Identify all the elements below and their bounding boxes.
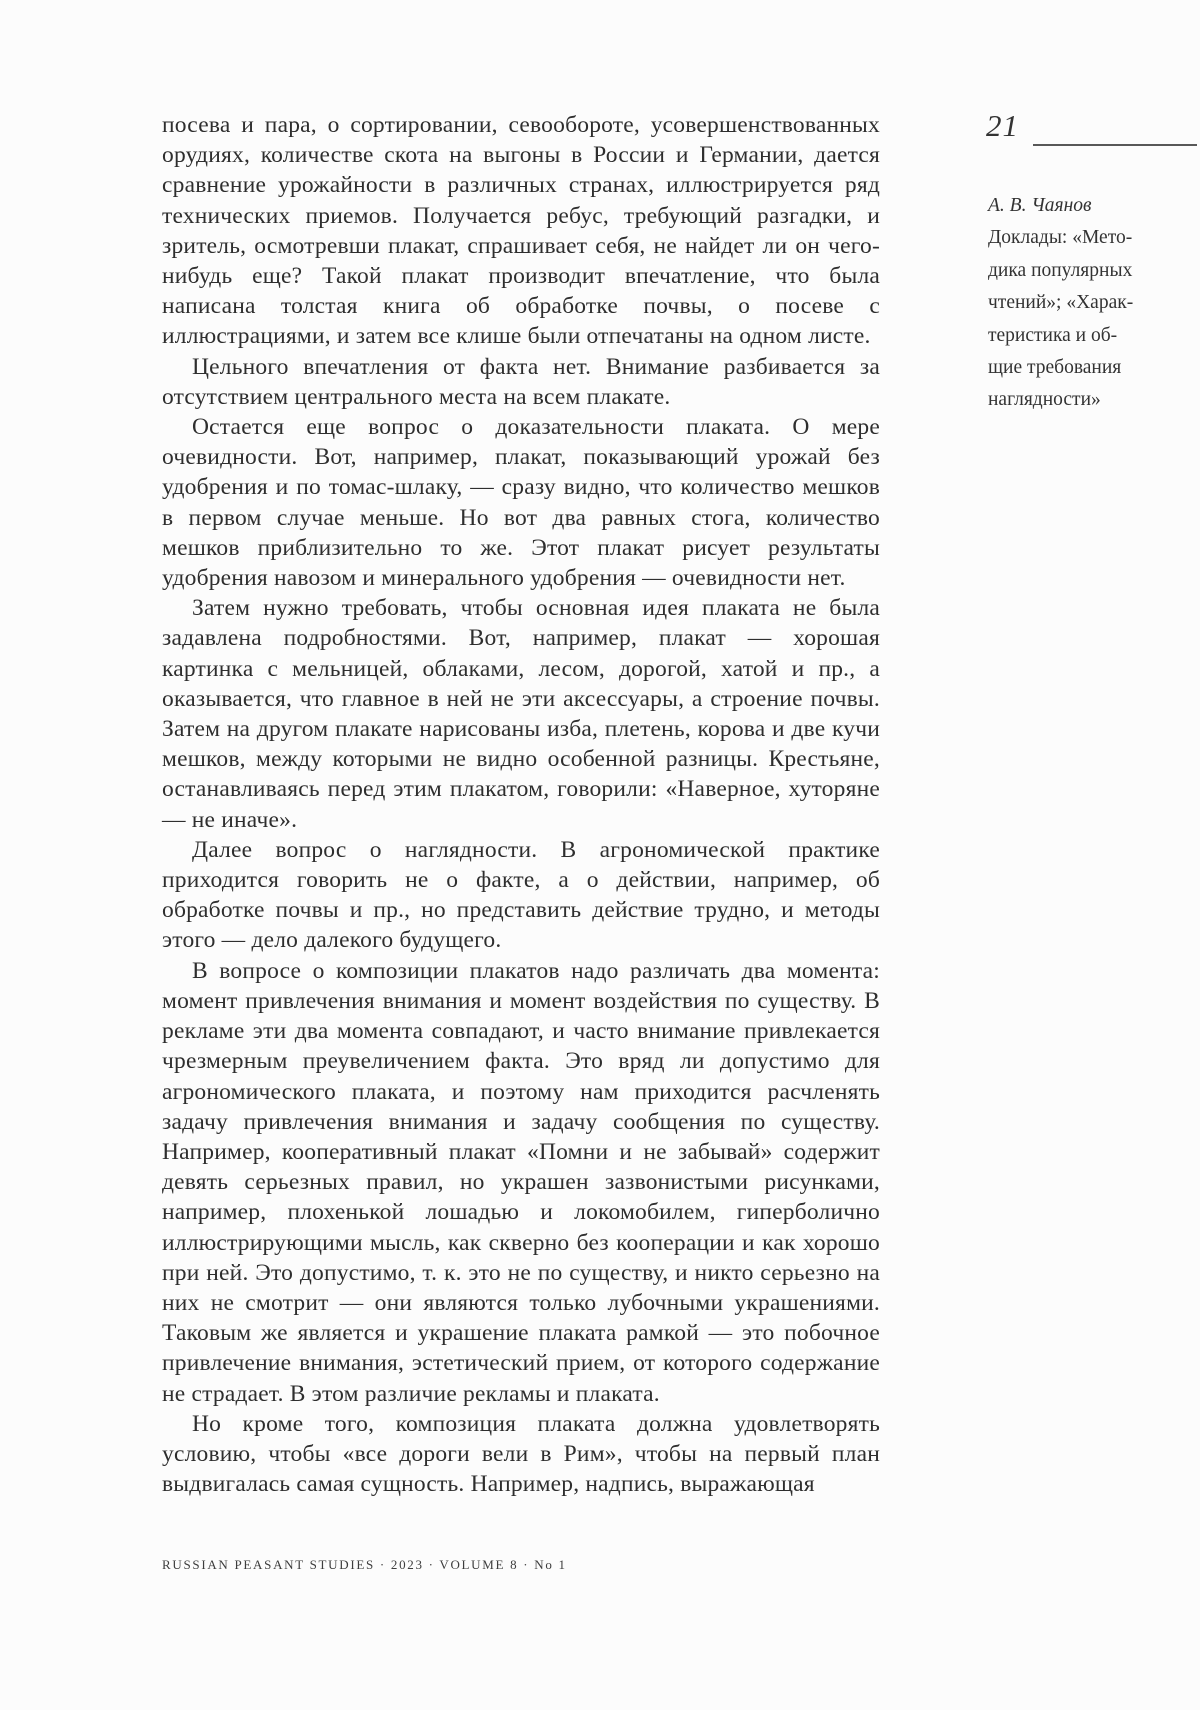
footer-journal-line: RUSSIAN PEASANT STUDIES · 2023 · VOLUME 8 · No 1 <box>162 1557 567 1572</box>
paragraph: Далее вопрос о наглядности. В агрономической практике приходится говорить не о факте, а о действии, например, об обработке почвы и пр., но представить действие трудно, и методы этого — дело далекого будущего. <box>162 836 880 954</box>
margin-note-author: А. В. Чаянов <box>988 195 1092 216</box>
margin-note-line: теристика и об- <box>988 324 1118 346</box>
header-rule <box>1033 144 1197 146</box>
margin-note <box>988 190 1168 417</box>
margin-note-line: дика популярных <box>988 259 1133 281</box>
paragraph: Но кроме того, композиция плаката должна удовлетворять условию, чтобы «все дороги вели в Рим», чтобы на первый план выдвигалась самая сущность. Например, надпись, выражающая <box>162 1410 880 1498</box>
margin-note-line: чтений»; «Харак- <box>988 292 1134 314</box>
page-number: 21 <box>986 108 1019 143</box>
paragraph: В вопросе о композиции плакатов надо различать два момента: момент привлечения внимания и момент воздействия по существу. В рекламе эти два момента совпадают, и часто внимание привлекается чрезмерным преувеличением факта. Это вряд ли допустимо для агрономического плаката, и поэтому нам приходится расчленять задачу привлечения внимания и задачу сообщения по существу. Например, кооперативный плакат «Помни и не забывай» содержит девять серьезных правил, но украшен зазвонистыми рисунками, например, плохенькой лошадью и локомобилем, гиперболично иллюстрирующими мысль, как скверно без кооперации и как хорошо при ней. Это допустимо, т. к. это не по существу, и никто серьезно на них не смотрит — они являются только лубочными украшениями. Таковым же является и украшение плаката рамкой — это побочное привлечение внимания, эстетический прием, от которого содержание не страдает. В этом различие рекламы и плаката. <box>162 957 880 1407</box>
margin-note-line: щие требования <box>988 357 1122 379</box>
margin-note-line: наглядности» <box>988 389 1101 411</box>
paragraph: Затем нужно требовать, чтобы основная идея плаката не была задавлена подробностями. Вот, например, плакат — хорошая картинка с мельницей, облаками, лесом, дорогой, хатой и пр., а оказывается, что главное в ней не эти аксессуары, а строение почвы. Затем на другом плакате нарисованы изба, плетень, корова и две кучи мешков, между которыми не видно особенной разницы. Крестьяне, останавливаясь перед этим плакатом, говорили: «Наверное, хуторяне — не иначе». <box>162 595 880 833</box>
paragraph: Остается еще вопрос о доказательности плаката. О мере очевидности. Вот, например, плакат, показывающий урожай без удобрения и по томас-шлаку, — сразу видно, что количество мешков в первом случае меньше. Но вот два равных стога, количество мешков приблизительно то же. Этот плакат рисует результаты удобрения навозом и минерального удобрения — очевидности нет. <box>162 414 880 592</box>
margin-note-line: Доклады: «Мето- <box>988 227 1133 249</box>
main-text-column <box>162 110 880 1499</box>
paragraph: Цельного впечатления от факта нет. Внимание разбивается за отсутствием центрального места на всем плакате. <box>162 353 880 410</box>
paragraph: посева и пара, о сортировании, севообороте, усовершенствованных орудиях, количестве скота на выгоны в России и Германии, дается сравнение урожайности в различных странах, иллюстрируется ряд технических приемов. Получается ребус, требующий разгадки, и зритель, осмотревши плакат, спрашивает себя, не найдет ли он чего-нибудь еще? Такой плакат производит впечатление, что была написана толстая книга об обработке почвы, о посеве с иллюстрациями, и затем все клише были отпечатаны на одном листе. <box>162 112 880 350</box>
